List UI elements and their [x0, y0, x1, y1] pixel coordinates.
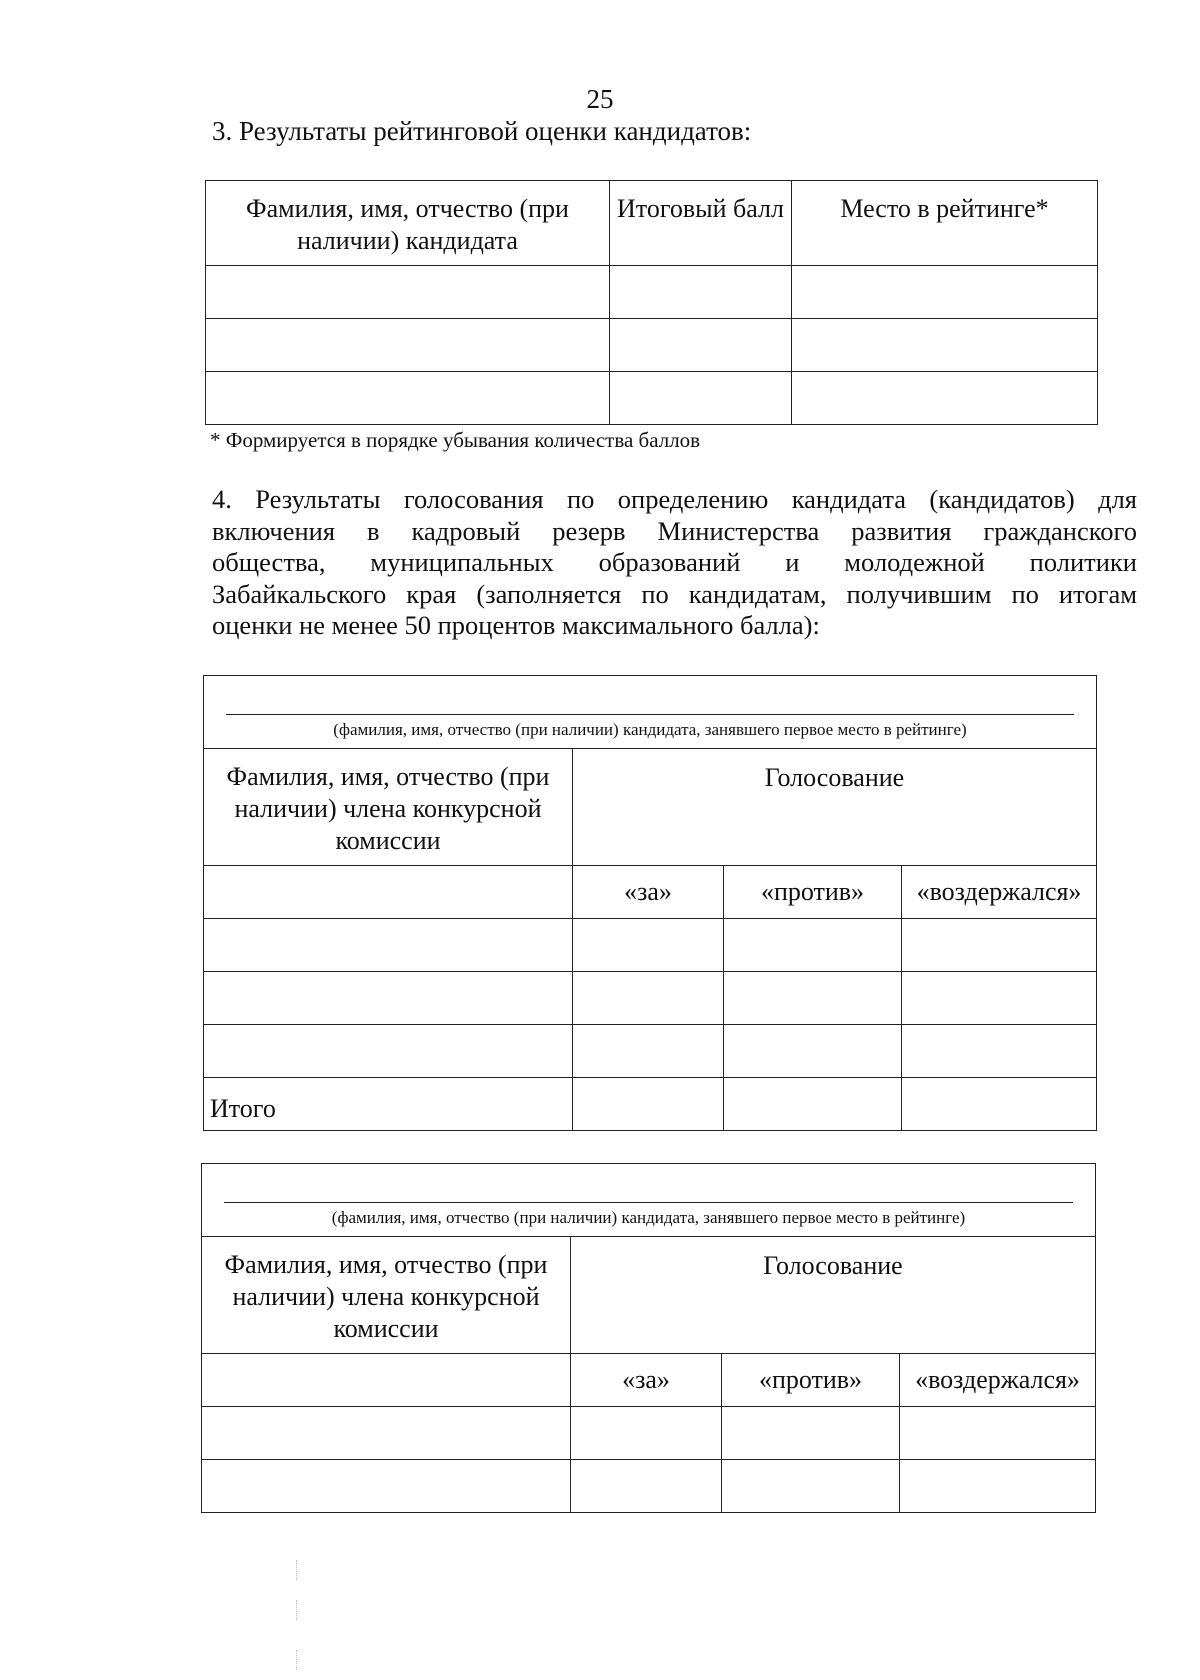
table-cell[interactable] — [792, 319, 1098, 372]
section-3-heading: 3. Результаты рейтинговой оценки кандидатов: — [212, 116, 752, 146]
table-cell[interactable] — [202, 1407, 571, 1460]
candidate-name-field[interactable] — [202, 1164, 1096, 1237]
voting-header: Голосование — [571, 1237, 1096, 1354]
table-cell[interactable] — [571, 1460, 722, 1513]
table-cell[interactable] — [900, 1460, 1096, 1513]
rating-table-header — [206, 181, 1098, 266]
table-row — [206, 372, 1098, 425]
vote-options-row — [204, 866, 1097, 919]
table-cell[interactable] — [202, 1460, 571, 1513]
table-cell[interactable] — [902, 1078, 1097, 1131]
table-cell[interactable] — [573, 1078, 724, 1131]
table-cell — [202, 1354, 571, 1407]
voting-header-row — [204, 749, 1097, 866]
paragraph-line: Забайкальского края (заполняется по кандидатам, получившим по итогам — [212, 578, 1137, 609]
paragraph-line: включения в кадровый резерв Министерства развития гражданского — [212, 515, 1137, 546]
voting-table-1 — [203, 675, 1097, 1131]
table-cell[interactable] — [900, 1407, 1096, 1460]
table-cell[interactable] — [573, 919, 724, 972]
table-cell[interactable] — [204, 972, 573, 1025]
table-cell[interactable] — [724, 1078, 902, 1131]
scan-artifact — [296, 1650, 298, 1670]
table-row — [204, 1025, 1097, 1078]
table-cell[interactable] — [724, 919, 902, 972]
rating-table — [205, 180, 1098, 425]
table-cell[interactable] — [722, 1460, 900, 1513]
voting-header: Голосование — [573, 749, 1097, 866]
paragraph-line: оценки не менее 50 процентов максимального балла): — [212, 610, 820, 640]
total-label: Итого — [204, 1078, 573, 1131]
total-row — [204, 1078, 1097, 1131]
table-row — [202, 1407, 1096, 1460]
table-row — [206, 266, 1098, 319]
table-row — [206, 319, 1098, 372]
table-cell[interactable] — [573, 1025, 724, 1078]
column-header-place: Место в рейтинге* — [792, 181, 1098, 266]
column-header-score: Итоговый балл — [610, 181, 792, 266]
table-cell[interactable] — [610, 266, 792, 319]
table-cell[interactable] — [610, 319, 792, 372]
vote-option-against: «против» — [722, 1354, 900, 1407]
table-cell[interactable] — [792, 266, 1098, 319]
table-cell[interactable] — [722, 1407, 900, 1460]
vote-options-row — [202, 1354, 1096, 1407]
scan-artifact — [296, 1600, 298, 1620]
candidate-name-line — [226, 714, 1074, 715]
voting-header-row — [202, 1237, 1096, 1354]
vote-option-against: «против» — [724, 866, 902, 919]
paragraph-line: общества, муниципальных образований и молодежной политики — [212, 547, 1137, 577]
table-cell[interactable] — [724, 1025, 902, 1078]
vote-option-abstain: «воздержался» — [902, 866, 1097, 919]
table-row — [204, 972, 1097, 1025]
member-header: Фамилия, имя, отчество (при наличии) члена конкурсной комиссии — [204, 749, 573, 866]
vote-option-for: «за» — [571, 1354, 722, 1407]
page-number: 25 — [586, 84, 614, 114]
table-cell[interactable] — [206, 372, 610, 425]
table-cell[interactable] — [902, 972, 1097, 1025]
table-row — [204, 919, 1097, 972]
table-cell[interactable] — [902, 1025, 1097, 1078]
table-row — [202, 1460, 1096, 1513]
vote-option-for: «за» — [573, 866, 724, 919]
section-4-paragraph — [212, 484, 1137, 642]
table-cell[interactable] — [902, 919, 1097, 972]
column-header-fio: Фамилия, имя, отчество (при наличии) кандидата — [206, 181, 610, 266]
candidate-caption: (фамилия, имя, отчество (при наличии) кандидата, занявшего первое место в рейтинге) — [333, 720, 967, 739]
table-cell[interactable] — [792, 372, 1098, 425]
rating-footnote: * Формируется в порядке убывания количества баллов — [210, 428, 701, 452]
table-cell[interactable] — [204, 919, 573, 972]
candidate-row — [204, 676, 1097, 749]
candidate-caption: (фамилия, имя, отчество (при наличии) кандидата, занявшего первое место в рейтинге) — [331, 1208, 966, 1227]
candidate-row — [202, 1164, 1096, 1237]
candidate-name-field[interactable] — [204, 676, 1097, 749]
voting-table-2 — [201, 1163, 1096, 1513]
table-cell — [204, 866, 573, 919]
scan-artifact — [296, 1560, 298, 1580]
table-cell[interactable] — [610, 372, 792, 425]
table-cell[interactable] — [206, 266, 610, 319]
candidate-name-line — [224, 1202, 1073, 1203]
vote-option-abstain: «воздержался» — [900, 1354, 1096, 1407]
table-cell[interactable] — [206, 319, 610, 372]
table-cell[interactable] — [571, 1407, 722, 1460]
paragraph-line: 4. Результаты голосования по определению кандидата (кандидатов) для — [212, 484, 1137, 514]
table-cell[interactable] — [724, 972, 902, 1025]
table-cell[interactable] — [204, 1025, 573, 1078]
table-cell[interactable] — [573, 972, 724, 1025]
member-header: Фамилия, имя, отчество (при наличии) члена конкурсной комиссии — [202, 1237, 571, 1354]
